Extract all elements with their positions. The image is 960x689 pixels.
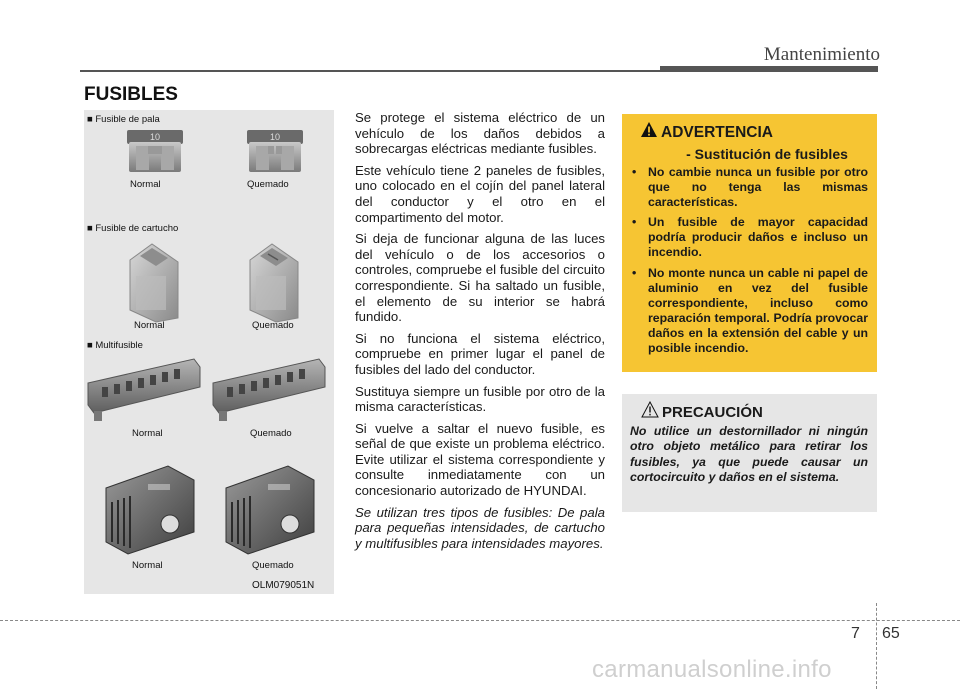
cartridge-fuse-normal-image <box>122 240 184 324</box>
figure-label-blade: ■ Fusible de pala <box>87 114 160 125</box>
cartridge-fuse-blown-image <box>242 240 304 324</box>
bullet-icon: • <box>632 165 637 179</box>
body-text <box>355 110 605 557</box>
chapter-title: Mantenimiento <box>763 44 880 65</box>
fuse-figure <box>84 110 334 594</box>
warning-subtitle: - Sustitución de fusibles <box>686 146 848 162</box>
bullet-icon: • <box>632 215 637 230</box>
caution-text: No utilice un destornillador ni ningún otro objeto metálico para retirar los fusibles, ya que puede causar un cortocircuito y daños en el sistema. <box>630 424 868 485</box>
blade-fuse-blown-image <box>244 128 306 176</box>
page-separator <box>876 603 877 689</box>
caution-triangle-icon <box>641 401 659 418</box>
figure-label-multifuse: ■ Multifusible <box>87 340 143 351</box>
warning-item <box>630 215 868 260</box>
multifuse-block-normal-image <box>98 462 198 557</box>
warning-item-text: No cambie nunca un fusible por otro que no tenga las mismas características. <box>648 165 868 210</box>
blade-marking-blown: 10 <box>269 132 281 142</box>
paragraph: Se protege el sistema eléctrico de un vehículo de los daños debidos a sobrecargas eléctricas mediante fusibles. <box>355 110 605 157</box>
multifuse-strip-blown-image <box>209 353 327 423</box>
warning-item <box>630 165 868 210</box>
caption-normal-multifuse: Normal <box>132 428 163 439</box>
header-rule-accent <box>660 66 878 72</box>
caption-normal-blade: Normal <box>130 179 161 190</box>
bullet-icon: • <box>632 265 637 280</box>
italic-note: Se utilizan tres tipos de fusibles: De pala para pequeñas intensidades, de cartucho y multifusibles para intensidades mayores. <box>355 504 605 551</box>
multifuse-block-blown-image <box>218 462 318 557</box>
warning-list <box>630 165 868 361</box>
blade-fuse-normal-image <box>124 128 186 176</box>
figure-label-cartridge: ■ Fusible de cartucho <box>87 223 179 234</box>
warning-item-text: Un fusible de mayor capacidad podría producir daños e incluso un incendio. <box>648 215 868 260</box>
footer-rule <box>0 620 960 621</box>
caption-blown-cartridge: Quemado <box>252 320 294 331</box>
caution-title: PRECAUCIÓN <box>662 404 763 421</box>
caption-normal-cartridge: Normal <box>134 320 165 331</box>
caption-blown-blade: Quemado <box>247 179 289 190</box>
blade-marking-normal: 10 <box>149 132 161 142</box>
paragraph: Este vehículo tiene 2 paneles de fusibles, uno colocado en el cojín del panel lateral del conductor y el otro en el compartimento del motor. <box>355 162 605 225</box>
paragraph: Sustituya siempre un fusible por otro de la misma características. <box>355 383 605 415</box>
watermark: carmanualsonline.info <box>592 656 832 683</box>
warning-triangle-icon <box>640 121 658 138</box>
figure-reference: OLM079051N <box>252 580 315 591</box>
paragraph: Si no funciona el sistema eléctrico, compruebe en primer lugar el panel de fusibles del lado del conductor. <box>355 330 605 377</box>
multifuse-strip-normal-image <box>84 353 202 423</box>
paragraph: Si deja de funcionar alguna de las luces del vehículo o de los accesorios o controles, compruebe el fusible del circuito correspondiente. Si ha saltado un fusible, el elemento de su interior se habrá fundido. <box>355 231 605 325</box>
caption-blown-block: Quemado <box>252 560 294 571</box>
warning-title: ADVERTENCIA <box>661 124 773 141</box>
caption-normal-block: Normal <box>132 560 163 571</box>
warning-item <box>630 266 868 357</box>
caption-blown-multifuse: Quemado <box>250 428 292 439</box>
paragraph: Si vuelve a saltar el nuevo fusible, es señal de que existe un problema eléctrico. Evite utilizar el sistema correspondiente y consulte inmediatamente con un concesionario autorizado de HYUNDAI. <box>355 420 605 499</box>
chapter-number: 7 <box>851 625 860 642</box>
warning-item-text: No monte nunca un cable ni papel de aluminio en vez del fusible correspondiente, incluso como reparación temporal. Podría provocar daños en la extensión del cable y un posible incendio. <box>648 265 868 356</box>
section-title: FUSIBLES <box>84 84 178 105</box>
page-number: 65 <box>882 625 900 642</box>
